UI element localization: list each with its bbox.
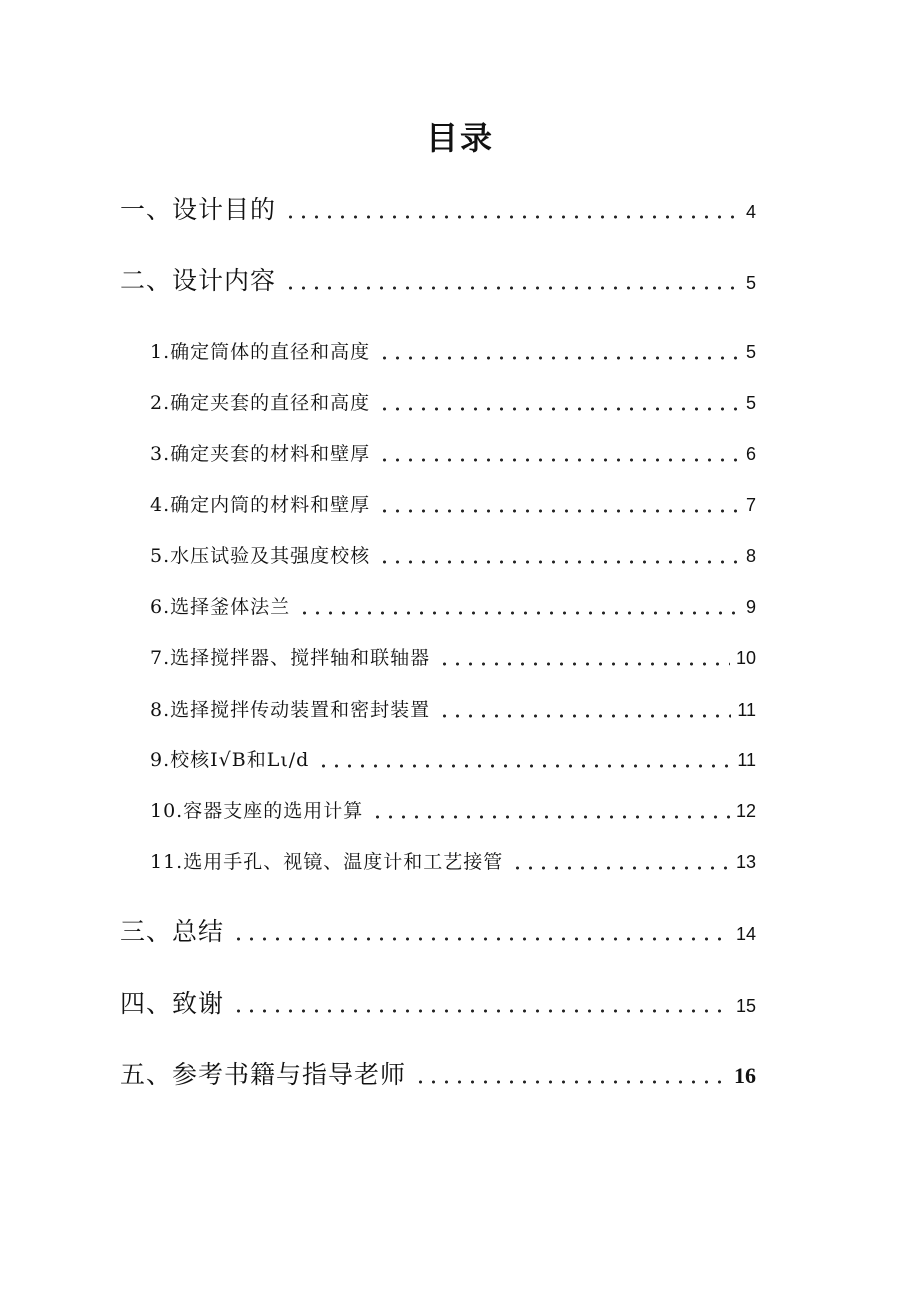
dot-leader [511, 847, 730, 877]
dot-leader [378, 490, 740, 520]
dot-leader [284, 263, 740, 299]
toc-subentry-1[interactable] [150, 337, 756, 367]
toc-subentry-3[interactable] [150, 439, 756, 469]
dot-leader [414, 1057, 728, 1093]
dot-leader [378, 388, 740, 418]
dot-leader [378, 439, 740, 469]
toc-entry-design-content[interactable] [120, 263, 756, 299]
toc-entry-page-number: 6 [745, 444, 756, 464]
toc-entry-label: 10.容器支座的选用计算 [150, 800, 364, 822]
toc-entry-label: 五、参考书籍与指导老师 [120, 1060, 407, 1089]
toc-subentry-11[interactable] [150, 847, 756, 877]
toc-entry-acknowledgements[interactable] [120, 986, 756, 1022]
toc-entry-label: 一、设计目的 [120, 195, 277, 224]
toc-entry-label: 9.校核I√B和Lι/d [150, 749, 310, 771]
toc-entry-label: 5.水压试验及其强度校核 [150, 545, 371, 567]
toc-entry-page-number: 16 [734, 1063, 756, 1088]
toc-entry-label: 二、设计内容 [120, 266, 277, 295]
toc-entry-label: 1.确定筒体的直径和高度 [150, 341, 371, 363]
toc-entry-page-number: 15 [735, 996, 756, 1016]
toc-entry-page-number: 7 [745, 495, 756, 515]
toc-entry-page-number: 12 [735, 801, 756, 821]
toc-entry-page-number: 10 [735, 648, 756, 668]
toc-entry-label: 2.确定夹套的直径和高度 [150, 392, 371, 414]
dot-leader [298, 592, 740, 622]
toc-subentry-8[interactable] [150, 695, 756, 725]
toc-subentry-10[interactable] [150, 796, 756, 826]
toc-subentry-4[interactable] [150, 490, 756, 520]
toc-entry-page-number: 11 [737, 700, 756, 720]
dot-leader [378, 337, 740, 367]
toc-entry-page-number: 13 [735, 852, 756, 872]
toc-entry-references[interactable] [120, 1057, 756, 1093]
toc-entry-page-number: 9 [745, 597, 756, 617]
dot-leader [438, 643, 730, 673]
toc-entry-page-number: 5 [745, 342, 756, 362]
toc-entry-page-number: 11 [737, 750, 756, 770]
toc-subentry-6[interactable] [150, 592, 756, 622]
toc-entry-label: 8.选择搅拌传动装置和密封装置 [150, 699, 431, 721]
toc-entry-label: 3.确定夹套的材料和壁厚 [150, 443, 371, 465]
toc-entry-label: 4.确定内筒的材料和壁厚 [150, 494, 371, 516]
toc-entry-label: 7.选择搅拌器、搅拌轴和联轴器 [150, 647, 431, 669]
toc-subentry-2[interactable] [150, 388, 756, 418]
toc-entry-page-number: 5 [745, 393, 756, 413]
dot-leader [371, 796, 730, 826]
dot-leader [232, 986, 730, 1022]
toc-entry-label: 11.选用手孔、视镜、温度计和工艺接管 [150, 851, 504, 873]
dot-leader [232, 914, 730, 950]
dot-leader [438, 695, 731, 725]
toc-subentry-7[interactable] [150, 643, 756, 673]
dot-leader [317, 745, 731, 775]
toc-entry-page-number: 5 [745, 273, 756, 293]
toc-title: 目录 [425, 119, 494, 157]
toc-subentry-5[interactable] [150, 541, 756, 571]
toc-entry-summary[interactable] [120, 914, 756, 950]
dot-leader [378, 541, 740, 571]
toc-entry-design-purpose[interactable] [120, 192, 756, 228]
toc-entry-label: 6.选择釜体法兰 [150, 596, 291, 618]
toc-entry-page-number: 4 [745, 202, 756, 222]
toc-subentry-9[interactable] [150, 745, 756, 775]
dot-leader [284, 192, 740, 228]
toc-entry-label: 四、致谢 [120, 989, 225, 1018]
toc-entry-page-number: 8 [745, 546, 756, 566]
toc-entry-page-number: 14 [735, 924, 756, 944]
toc-entry-label: 三、总结 [120, 917, 225, 946]
